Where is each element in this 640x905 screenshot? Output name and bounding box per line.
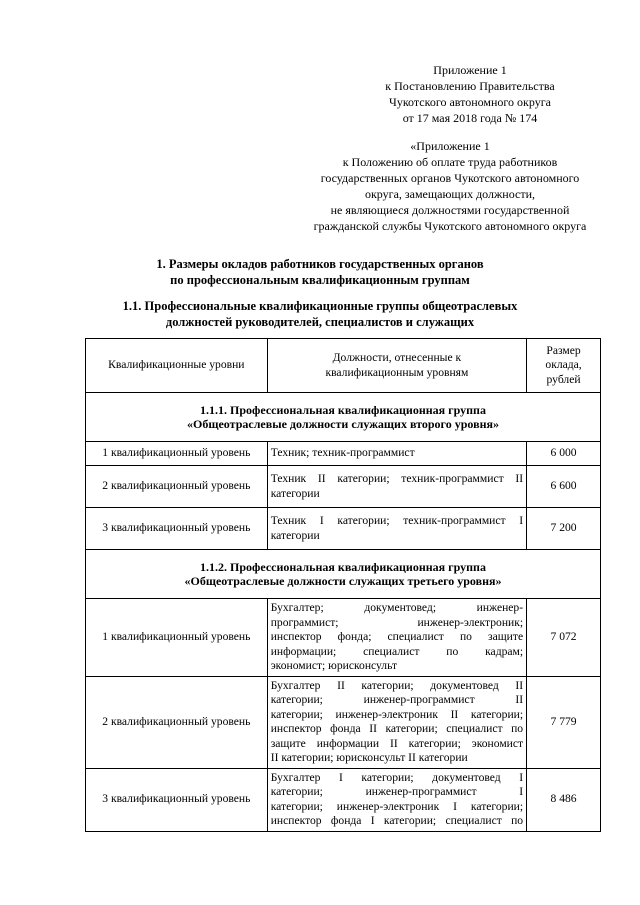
- subsection-heading-line: должностей руководителей, специалистов и служащих: [165, 315, 475, 329]
- appendix-inner-line: «Приложение 1: [410, 139, 490, 153]
- table-header-row: [86, 339, 601, 393]
- positions-line: Бухгалтер; документовед; инженер-: [270, 601, 524, 614]
- positions-line: Техник I категории; техник-программист I: [270, 514, 524, 527]
- header-salary-line: Размер: [546, 343, 581, 357]
- header-positions-line: квалификационным уровням: [325, 365, 469, 379]
- positions-line: категории; инженер-электроник II категории;: [270, 707, 524, 721]
- level-cell: 1 квалификационный уровень: [86, 599, 268, 677]
- header-level: [86, 339, 268, 393]
- salary-cell: 6 600: [527, 466, 601, 508]
- group-title-row: [86, 550, 601, 599]
- positions-line: Техник; техник-программист: [270, 446, 415, 460]
- appendix-main-line: Приложение 1: [433, 63, 507, 77]
- salary-cell: 6 000: [527, 442, 601, 466]
- salary-cell: 7 200: [527, 508, 601, 550]
- positions-line: Бухгалтер II категории; документовед II: [270, 678, 524, 692]
- group-title-line: «Общеотраслевые должности служащих третьего уровня»: [184, 574, 502, 588]
- level-cell: 3 квалификационный уровень: [86, 508, 268, 550]
- appendix-main-line: Чукотского автономного округа: [389, 95, 551, 109]
- appendix-inner-line: округа, замещающих должности,: [364, 187, 536, 201]
- group-title: [86, 550, 601, 599]
- header-salary-line: оклада,: [545, 358, 582, 372]
- positions-cell: [267, 768, 526, 831]
- appendix-inner-line: к Положению об оплате труда работников: [342, 155, 558, 169]
- positions-line: категории; инженер-программист II: [270, 693, 524, 706]
- positions-line: экономист; юрисконсульт: [270, 659, 398, 672]
- header-salary-line: рублей: [546, 372, 581, 386]
- positions-line: категории: [270, 528, 320, 542]
- group-title: [86, 393, 601, 442]
- level-cell: 3 квалификационный уровень: [86, 768, 268, 831]
- salary-cell: 7 779: [527, 676, 601, 768]
- table-row: [86, 442, 601, 466]
- group-title-line: 1.1.1. Профессиональная квалификационная группа: [200, 402, 486, 417]
- table-row: [86, 768, 601, 831]
- section-heading-line: 1. Размеры окладов работников государственных органов: [156, 257, 484, 271]
- appendix-inner-line: не являющиеся должностями государственной: [330, 203, 570, 217]
- subsection-heading: [80, 298, 560, 330]
- positions-line: II категории; юрисконсульт II категории: [270, 751, 468, 764]
- table-row: [86, 508, 601, 550]
- positions-line: Бухгалтер I категории; документовед I: [270, 770, 524, 784]
- positions-line: Техник II категории; техник-программист II: [270, 472, 524, 485]
- positions-cell: [267, 676, 526, 768]
- subsection-heading-line: 1.1. Профессиональные квалификационные группы общеотраслевых: [122, 299, 518, 313]
- positions-line: категории; инженер-электроник I категории;: [270, 799, 524, 813]
- appendix-main-line: от 17 мая 2018 года № 174: [402, 111, 538, 125]
- table-row: [86, 599, 601, 677]
- positions-line: программист; инженер-электроник;: [270, 615, 524, 629]
- header-positions-line: Должности, отнесенные к: [332, 351, 462, 364]
- table-row: [86, 466, 601, 508]
- positions-line: категории; инженер-программист I: [270, 785, 524, 798]
- positions-cell: [267, 508, 526, 550]
- salary-cell: 8 486: [527, 768, 601, 831]
- appendix-inner-line: гражданской службы Чукотского автономного округа: [313, 219, 587, 233]
- positions-line: инспектор фонда I категории; специалист по: [270, 814, 524, 827]
- positions-cell: [267, 599, 526, 677]
- salary-table: [85, 338, 601, 832]
- positions-line: категории: [270, 486, 320, 500]
- group-title-line: «Общеотраслевые должности служащих второго уровня»: [187, 417, 499, 431]
- table-row: [86, 676, 601, 768]
- header-positions: [267, 339, 526, 393]
- appendix-main-block: [360, 62, 580, 126]
- level-cell: 2 квалификационный уровень: [86, 466, 268, 508]
- positions-line: защите информации II категории; экономист: [270, 736, 524, 750]
- appendix-inner-block: [300, 138, 600, 234]
- section-heading-line: по профессиональным квалификационным группам: [170, 273, 470, 287]
- header-level-text: Квалификационные уровни: [108, 358, 245, 372]
- salary-cell: 7 072: [527, 599, 601, 677]
- header-salary: [527, 339, 601, 393]
- positions-line: инспектор фонда; специалист по защите: [270, 630, 524, 643]
- appendix-main-line: к Постановлению Правительства: [385, 79, 555, 93]
- positions-cell: [267, 466, 526, 508]
- level-cell: 1 квалификационный уровень: [86, 442, 268, 466]
- positions-cell: [267, 442, 526, 466]
- group-title-line: 1.1.2. Профессиональная квалификационная группа: [200, 559, 486, 574]
- group-title-row: [86, 393, 601, 442]
- section-heading: [80, 256, 560, 288]
- positions-line: инспектор фонда II категории; специалист по: [270, 722, 524, 735]
- positions-line: информации; специалист по кадрам;: [270, 644, 524, 658]
- appendix-inner-line: государственных органов Чукотского автономного: [320, 171, 580, 185]
- level-cell: 2 квалификационный уровень: [86, 676, 268, 768]
